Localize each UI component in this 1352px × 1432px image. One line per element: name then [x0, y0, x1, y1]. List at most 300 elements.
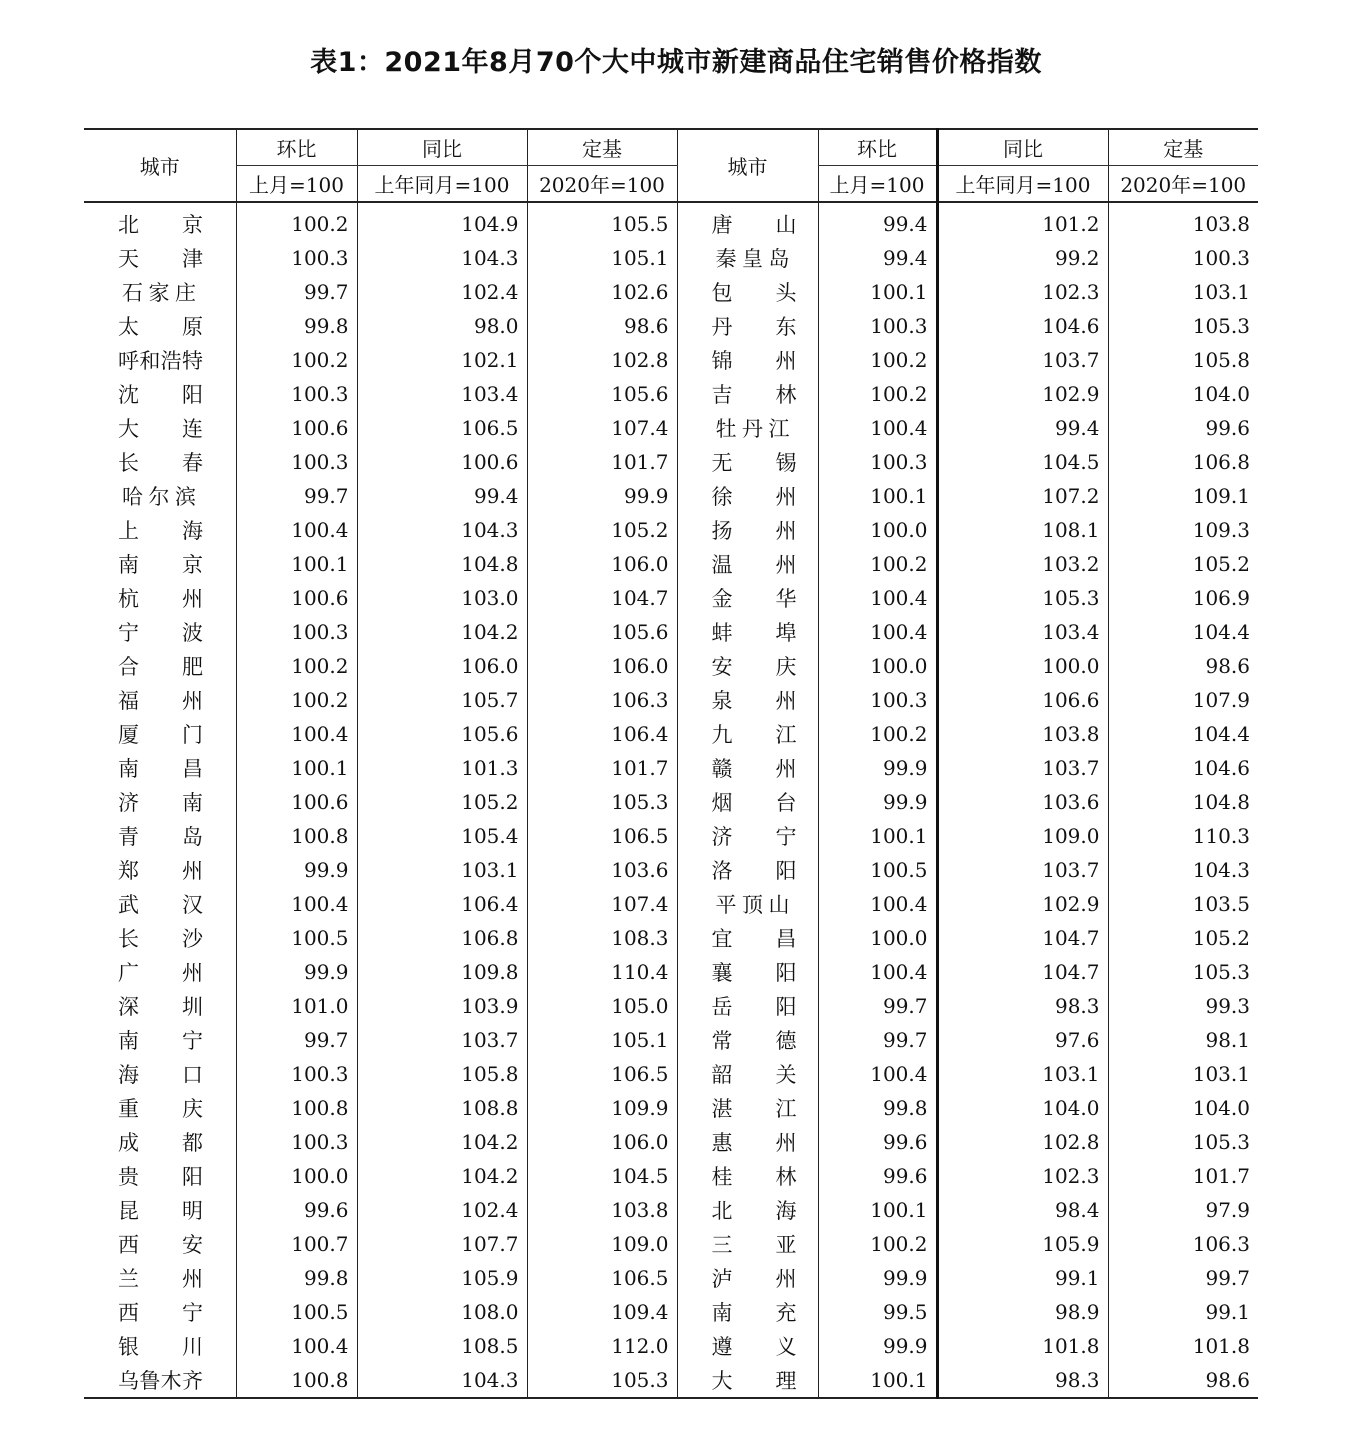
city-name-cell — [84, 887, 236, 921]
fixed-value-cell: 109.3 — [1108, 513, 1258, 547]
fixed-value-cell: 98.6 — [527, 309, 677, 343]
city-name: 青 岛 — [118, 825, 203, 849]
fixed-value-cell: 106.9 — [1108, 581, 1258, 615]
mom-value-cell: 99.7 — [236, 479, 357, 513]
yoy-value-cell: 99.4 — [937, 411, 1108, 445]
city-name: 烟 台 — [711, 791, 797, 815]
mom-value-cell: 100.4 — [818, 581, 937, 615]
fixed-value-cell: 105.3 — [1108, 309, 1258, 343]
city-name: 杭 州 — [118, 587, 203, 611]
city-name-cell — [84, 751, 236, 785]
yoy-value-cell: 98.0 — [357, 309, 527, 343]
city-name: 锦 州 — [711, 349, 797, 373]
mom-value-cell: 100.2 — [818, 343, 937, 377]
mom-value-cell: 100.3 — [818, 445, 937, 479]
city-name-cell — [84, 1193, 236, 1227]
city-name: 合 肥 — [118, 655, 203, 679]
table-row — [84, 547, 1258, 581]
fixed-value-cell: 104.0 — [1108, 1091, 1258, 1125]
fixed-value-cell: 106.3 — [1108, 1227, 1258, 1261]
yoy-value-cell: 97.6 — [937, 1023, 1108, 1057]
fixed-value-cell: 105.6 — [527, 615, 677, 649]
city-name-cell — [84, 717, 236, 751]
city-name: 长 春 — [118, 451, 203, 475]
fixed-value-cell: 105.1 — [527, 1023, 677, 1057]
yoy-value-cell: 105.9 — [357, 1261, 527, 1295]
city-name-cell — [84, 1091, 236, 1125]
city-name-cell — [677, 1193, 818, 1227]
yoy-value-cell: 104.2 — [357, 1159, 527, 1193]
yoy-value-cell: 105.9 — [937, 1227, 1108, 1261]
city-name-cell — [677, 1261, 818, 1295]
yoy-value-cell: 103.7 — [937, 751, 1108, 785]
fixed-value-cell: 105.8 — [1108, 343, 1258, 377]
table-row — [84, 377, 1258, 411]
mom-value-cell: 100.8 — [236, 1363, 357, 1398]
city-name-cell — [84, 547, 236, 581]
fixed-value-cell: 99.3 — [1108, 989, 1258, 1023]
city-name: 石 家 庄 — [122, 281, 196, 305]
city-name-cell — [677, 479, 818, 513]
mom-value-cell: 100.1 — [818, 819, 937, 853]
fixed-value-cell: 101.7 — [527, 445, 677, 479]
mom-value-cell: 100.1 — [818, 1363, 937, 1398]
yoy-value-cell: 102.3 — [937, 1159, 1108, 1193]
mom-value-cell: 100.4 — [818, 887, 937, 921]
yoy-value-cell: 105.6 — [357, 717, 527, 751]
fixed-value-cell: 99.7 — [1108, 1261, 1258, 1295]
mom-value-cell: 99.9 — [818, 1261, 937, 1295]
city-name: 湛 江 — [711, 1097, 797, 1121]
mom-value-cell: 100.2 — [818, 717, 937, 751]
city-name: 深 圳 — [118, 995, 203, 1019]
table-row — [84, 445, 1258, 479]
yoy-value-cell: 103.7 — [357, 1023, 527, 1057]
table-row — [84, 819, 1258, 853]
yoy-value-cell: 107.2 — [937, 479, 1108, 513]
header-yoy-base-2: 上年同月=100 — [937, 166, 1108, 203]
city-name-cell — [677, 921, 818, 955]
header-fixed-base: 2020年=100 — [527, 166, 677, 203]
mom-value-cell: 100.4 — [236, 1329, 357, 1363]
mom-value-cell: 100.0 — [818, 513, 937, 547]
table-row — [84, 1023, 1258, 1057]
header-mom-base-2: 上月=100 — [818, 166, 937, 203]
header-city: 城市 — [84, 129, 236, 202]
city-name-cell — [677, 1295, 818, 1329]
fixed-value-cell: 104.6 — [1108, 751, 1258, 785]
city-name: 吉 林 — [711, 383, 797, 407]
table-row — [84, 1329, 1258, 1363]
fixed-value-cell: 106.5 — [527, 1057, 677, 1091]
fixed-value-cell: 109.4 — [527, 1295, 677, 1329]
city-name-cell — [84, 921, 236, 955]
fixed-value-cell: 103.1 — [1108, 275, 1258, 309]
city-name-cell — [677, 1159, 818, 1193]
city-name-cell — [84, 513, 236, 547]
yoy-value-cell: 103.4 — [937, 615, 1108, 649]
fixed-value-cell: 105.3 — [1108, 1125, 1258, 1159]
city-name: 武 汉 — [118, 893, 203, 917]
mom-value-cell: 100.2 — [236, 683, 357, 717]
city-name-cell — [677, 785, 818, 819]
city-name: 海 口 — [118, 1063, 203, 1087]
city-name-cell — [677, 615, 818, 649]
yoy-value-cell: 104.6 — [937, 309, 1108, 343]
mom-value-cell: 100.1 — [818, 275, 937, 309]
fixed-value-cell: 110.4 — [527, 955, 677, 989]
fixed-value-cell: 103.8 — [527, 1193, 677, 1227]
price-index-table — [84, 128, 1258, 1399]
fixed-value-cell: 104.4 — [1108, 717, 1258, 751]
yoy-value-cell: 103.1 — [357, 853, 527, 887]
fixed-value-cell: 106.5 — [527, 1261, 677, 1295]
city-name-cell — [84, 819, 236, 853]
mom-value-cell: 99.4 — [818, 202, 937, 241]
city-name: 福 州 — [118, 689, 203, 713]
fixed-value-cell: 106.0 — [527, 547, 677, 581]
city-name-cell — [84, 1329, 236, 1363]
yoy-value-cell: 105.8 — [357, 1057, 527, 1091]
table-row — [84, 411, 1258, 445]
fixed-value-cell: 98.6 — [1108, 1363, 1258, 1398]
yoy-value-cell: 107.7 — [357, 1227, 527, 1261]
yoy-value-cell: 104.3 — [357, 513, 527, 547]
fixed-value-cell: 105.6 — [527, 377, 677, 411]
city-name: 天 津 — [118, 247, 203, 271]
table-row — [84, 683, 1258, 717]
mom-value-cell: 100.1 — [236, 547, 357, 581]
city-name: 大 连 — [118, 417, 203, 441]
fixed-value-cell: 105.5 — [527, 202, 677, 241]
city-name-cell — [84, 1057, 236, 1091]
mom-value-cell: 100.2 — [818, 1227, 937, 1261]
yoy-value-cell: 101.8 — [937, 1329, 1108, 1363]
city-name-cell — [84, 309, 236, 343]
yoy-value-cell: 103.1 — [937, 1057, 1108, 1091]
city-name-cell — [677, 241, 818, 275]
header-fixed: 定基 — [527, 129, 677, 166]
city-name-cell — [677, 445, 818, 479]
city-name: 唐 山 — [711, 213, 797, 237]
city-name-cell — [84, 411, 236, 445]
city-name: 哈 尔 滨 — [122, 485, 196, 509]
city-name: 平 顶 山 — [715, 893, 790, 917]
city-name-cell — [84, 649, 236, 683]
mom-value-cell: 100.3 — [236, 1057, 357, 1091]
city-name-cell — [84, 1261, 236, 1295]
city-name: 昆 明 — [118, 1199, 203, 1223]
mom-value-cell: 100.5 — [236, 921, 357, 955]
mom-value-cell: 100.4 — [236, 513, 357, 547]
mom-value-cell: 100.1 — [818, 479, 937, 513]
yoy-value-cell: 104.2 — [357, 1125, 527, 1159]
table-row — [84, 785, 1258, 819]
city-name-cell — [677, 202, 818, 241]
city-name: 宜 昌 — [711, 927, 797, 951]
yoy-value-cell: 104.7 — [937, 955, 1108, 989]
city-name-cell — [677, 377, 818, 411]
city-name-cell — [84, 275, 236, 309]
yoy-value-cell: 104.2 — [357, 615, 527, 649]
city-name-cell — [677, 1023, 818, 1057]
yoy-value-cell: 101.2 — [937, 202, 1108, 241]
yoy-value-cell: 104.0 — [937, 1091, 1108, 1125]
fixed-value-cell: 106.0 — [527, 649, 677, 683]
mom-value-cell: 100.0 — [818, 649, 937, 683]
yoy-value-cell: 103.8 — [937, 717, 1108, 751]
city-name: 南 昌 — [118, 757, 203, 781]
table-row — [84, 1227, 1258, 1261]
mom-value-cell: 99.7 — [236, 1023, 357, 1057]
table-row — [84, 1057, 1258, 1091]
yoy-value-cell: 106.8 — [357, 921, 527, 955]
mom-value-cell: 99.8 — [818, 1091, 937, 1125]
city-name: 金 华 — [711, 587, 797, 611]
city-name: 长 沙 — [118, 927, 203, 951]
header-fixed-2: 定基 — [1108, 129, 1258, 166]
fixed-value-cell: 107.9 — [1108, 683, 1258, 717]
yoy-value-cell: 102.4 — [357, 275, 527, 309]
yoy-value-cell: 108.8 — [357, 1091, 527, 1125]
city-name: 牡 丹 江 — [715, 417, 790, 441]
table-row — [84, 479, 1258, 513]
fixed-value-cell: 98.1 — [1108, 1023, 1258, 1057]
table-row — [84, 1363, 1258, 1398]
mom-value-cell: 100.3 — [818, 309, 937, 343]
yoy-value-cell: 102.8 — [937, 1125, 1108, 1159]
fixed-value-cell: 105.2 — [1108, 921, 1258, 955]
city-name: 兰 州 — [118, 1267, 203, 1291]
fixed-value-cell: 105.2 — [1108, 547, 1258, 581]
yoy-value-cell: 109.0 — [937, 819, 1108, 853]
mom-value-cell: 99.9 — [236, 955, 357, 989]
mom-value-cell: 100.1 — [818, 1193, 937, 1227]
city-name-cell — [84, 479, 236, 513]
city-name-cell — [677, 581, 818, 615]
table-row — [84, 887, 1258, 921]
fixed-value-cell: 104.0 — [1108, 377, 1258, 411]
mom-value-cell: 99.7 — [818, 989, 937, 1023]
city-name: 厦 门 — [118, 723, 203, 747]
table-row — [84, 202, 1258, 241]
mom-value-cell: 100.3 — [818, 683, 937, 717]
city-name: 岳 阳 — [711, 995, 797, 1019]
mom-value-cell: 99.6 — [236, 1193, 357, 1227]
table-row — [84, 343, 1258, 377]
table-row — [84, 649, 1258, 683]
fixed-value-cell: 100.3 — [1108, 241, 1258, 275]
table-row — [84, 241, 1258, 275]
mom-value-cell: 100.3 — [236, 445, 357, 479]
page-title: 表1：2021年8月70个大中城市新建商品住宅销售价格指数 — [310, 47, 1042, 78]
table-row — [84, 955, 1258, 989]
yoy-value-cell: 103.0 — [357, 581, 527, 615]
yoy-value-cell: 104.8 — [357, 547, 527, 581]
yoy-value-cell: 106.4 — [357, 887, 527, 921]
mom-value-cell: 99.4 — [818, 241, 937, 275]
city-name: 济 南 — [118, 791, 203, 815]
fixed-value-cell: 104.3 — [1108, 853, 1258, 887]
yoy-value-cell: 98.3 — [937, 989, 1108, 1023]
city-name: 赣 州 — [711, 757, 797, 781]
mom-value-cell: 100.6 — [236, 411, 357, 445]
yoy-value-cell: 98.3 — [937, 1363, 1108, 1398]
yoy-value-cell: 100.6 — [357, 445, 527, 479]
city-name-cell — [677, 649, 818, 683]
fixed-value-cell: 103.8 — [1108, 202, 1258, 241]
city-name: 成 都 — [118, 1131, 203, 1155]
header-yoy-2: 同比 — [937, 129, 1108, 166]
fixed-value-cell: 109.0 — [527, 1227, 677, 1261]
mom-value-cell: 100.8 — [236, 819, 357, 853]
table-row — [84, 581, 1258, 615]
yoy-value-cell: 104.3 — [357, 241, 527, 275]
yoy-value-cell: 106.5 — [357, 411, 527, 445]
city-name-cell — [677, 513, 818, 547]
city-name-cell — [84, 1295, 236, 1329]
mom-value-cell: 99.5 — [818, 1295, 937, 1329]
table-row — [84, 1193, 1258, 1227]
yoy-value-cell: 103.2 — [937, 547, 1108, 581]
city-name: 北 海 — [711, 1199, 797, 1223]
header-mom: 环比 — [236, 129, 357, 166]
city-name-cell — [84, 1227, 236, 1261]
mom-value-cell: 99.9 — [818, 785, 937, 819]
yoy-value-cell: 108.1 — [937, 513, 1108, 547]
mom-value-cell: 100.2 — [236, 649, 357, 683]
city-name-cell — [84, 377, 236, 411]
yoy-value-cell: 106.6 — [937, 683, 1108, 717]
yoy-value-cell: 103.7 — [937, 853, 1108, 887]
city-name-cell — [84, 615, 236, 649]
city-name: 大 理 — [711, 1369, 797, 1393]
city-name: 常 德 — [711, 1029, 797, 1053]
city-name-cell — [677, 853, 818, 887]
mom-value-cell: 100.1 — [236, 751, 357, 785]
city-name: 丹 东 — [711, 315, 797, 339]
mom-value-cell: 100.4 — [818, 615, 937, 649]
fixed-value-cell: 102.8 — [527, 343, 677, 377]
yoy-value-cell: 103.9 — [357, 989, 527, 1023]
city-name: 宁 波 — [118, 621, 203, 645]
city-name: 乌 鲁 木 齐 — [118, 1369, 203, 1393]
mom-value-cell: 100.2 — [236, 343, 357, 377]
table-row — [84, 921, 1258, 955]
city-name: 襄 阳 — [711, 961, 797, 985]
header-mom-2: 环比 — [818, 129, 937, 166]
yoy-value-cell: 104.9 — [357, 202, 527, 241]
table-row — [84, 309, 1258, 343]
header-mom-base: 上月=100 — [236, 166, 357, 203]
fixed-value-cell: 109.1 — [1108, 479, 1258, 513]
table-row — [84, 1091, 1258, 1125]
city-name-cell — [677, 343, 818, 377]
mom-value-cell: 100.3 — [236, 1125, 357, 1159]
yoy-value-cell: 108.5 — [357, 1329, 527, 1363]
mom-value-cell: 100.4 — [236, 717, 357, 751]
yoy-value-cell: 102.1 — [357, 343, 527, 377]
fixed-value-cell: 103.1 — [1108, 1057, 1258, 1091]
fixed-value-cell: 103.6 — [527, 853, 677, 887]
fixed-value-cell: 106.8 — [1108, 445, 1258, 479]
fixed-value-cell: 99.1 — [1108, 1295, 1258, 1329]
table-row — [84, 751, 1258, 785]
city-name-cell — [84, 785, 236, 819]
city-name-cell — [677, 819, 818, 853]
yoy-value-cell: 105.7 — [357, 683, 527, 717]
city-name-cell — [677, 1363, 818, 1398]
yoy-value-cell: 105.4 — [357, 819, 527, 853]
mom-value-cell: 100.4 — [818, 1057, 937, 1091]
fixed-value-cell: 105.3 — [527, 785, 677, 819]
fixed-value-cell: 107.4 — [527, 887, 677, 921]
fixed-value-cell: 105.2 — [527, 513, 677, 547]
city-name: 秦 皇 岛 — [715, 247, 790, 271]
city-name: 包 头 — [711, 281, 797, 305]
yoy-value-cell: 102.3 — [937, 275, 1108, 309]
fixed-value-cell: 105.0 — [527, 989, 677, 1023]
city-name-cell — [677, 1329, 818, 1363]
mom-value-cell: 99.6 — [818, 1159, 937, 1193]
fixed-value-cell: 103.5 — [1108, 887, 1258, 921]
city-name-cell — [677, 547, 818, 581]
header-yoy: 同比 — [357, 129, 527, 166]
fixed-value-cell: 106.0 — [527, 1125, 677, 1159]
mom-value-cell: 100.4 — [818, 955, 937, 989]
fixed-value-cell: 105.3 — [527, 1363, 677, 1398]
city-name: 西 宁 — [118, 1301, 203, 1325]
city-name: 重 庆 — [118, 1097, 203, 1121]
yoy-value-cell: 103.6 — [937, 785, 1108, 819]
city-name: 北 京 — [118, 213, 203, 237]
mom-value-cell: 100.2 — [818, 377, 937, 411]
yoy-value-cell: 99.2 — [937, 241, 1108, 275]
fixed-value-cell: 106.5 — [527, 819, 677, 853]
yoy-value-cell: 102.9 — [937, 887, 1108, 921]
city-name-cell — [677, 989, 818, 1023]
fixed-value-cell: 101.8 — [1108, 1329, 1258, 1363]
city-name: 泉 州 — [711, 689, 797, 713]
city-name: 沈 阳 — [118, 383, 203, 407]
fixed-value-cell: 99.9 — [527, 479, 677, 513]
city-name-cell — [84, 1159, 236, 1193]
table-row — [84, 1295, 1258, 1329]
fixed-value-cell: 105.3 — [1108, 955, 1258, 989]
table-row — [84, 275, 1258, 309]
city-name-cell — [677, 683, 818, 717]
mom-value-cell: 99.9 — [236, 853, 357, 887]
city-name: 九 江 — [711, 723, 797, 747]
city-name: 呼 和 浩 特 — [118, 349, 203, 373]
fixed-value-cell: 105.1 — [527, 241, 677, 275]
yoy-value-cell: 108.0 — [357, 1295, 527, 1329]
fixed-value-cell: 109.9 — [527, 1091, 677, 1125]
mom-value-cell: 99.7 — [818, 1023, 937, 1057]
city-name: 南 宁 — [118, 1029, 203, 1053]
city-name-cell — [677, 1091, 818, 1125]
city-name: 温 州 — [711, 553, 797, 577]
city-name: 贵 阳 — [118, 1165, 203, 1189]
fixed-value-cell: 108.3 — [527, 921, 677, 955]
table-row — [84, 717, 1258, 751]
city-name-cell — [84, 202, 236, 241]
yoy-value-cell: 103.4 — [357, 377, 527, 411]
mom-value-cell: 101.0 — [236, 989, 357, 1023]
city-name-cell — [677, 1057, 818, 1091]
mom-value-cell: 100.0 — [236, 1159, 357, 1193]
table-body — [84, 202, 1258, 1398]
